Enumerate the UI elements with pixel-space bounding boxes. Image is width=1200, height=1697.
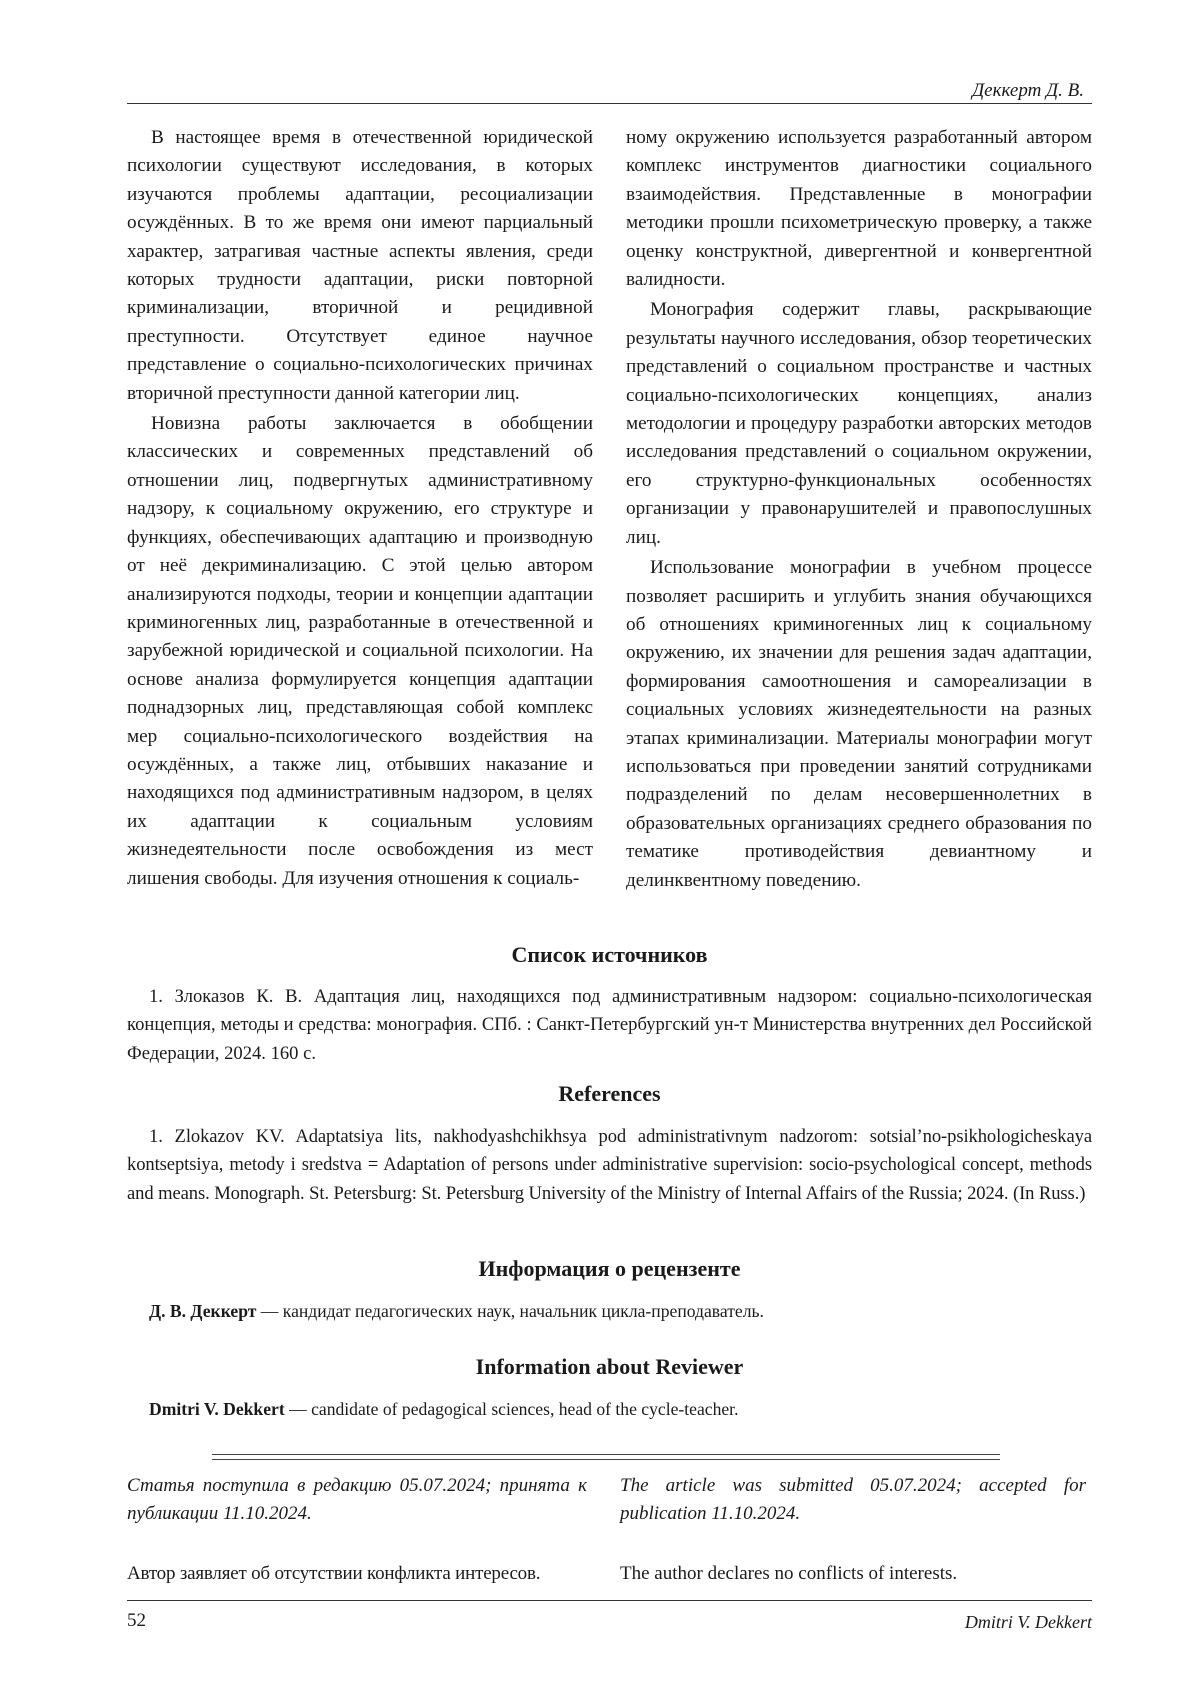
reviewer-name-ru: Д. В. Деккерт	[149, 1301, 257, 1321]
conflict-note-en: The author declares no conflicts of interests.	[620, 1563, 958, 1584]
reviewer-info-heading-ru: Информация о рецензенте	[478, 1256, 741, 1281]
running-header-author: Деккерт Д. В.	[972, 80, 1084, 101]
reviewer-info-ru	[149, 1298, 764, 1324]
source-item: 1. Злоказов К. В. Адаптация лиц, находящихся под административным надзором: социально-психологическая концепция, методы и средства: монография. СПб. : Санкт-Петербургский ун-т Министерства внутренних дел Российской Федерации, 2024. 160 с.	[127, 986, 1092, 1064]
submission-note-en: The article was submitted 05.07.2024; accepted for publication 11.10.2024.	[620, 1475, 1086, 1524]
page-number: 52	[127, 1610, 146, 1631]
separator-double-rule	[212, 1454, 1000, 1460]
running-footer-author: Dmitri V. Dekkert	[964, 1612, 1092, 1632]
reviewer-desc-en: — candidate of pedagogical sciences, head of the cycle-teacher.	[284, 1399, 739, 1419]
conflict-note-ru: Автор заявляет об отсутствии конфликта интересов.	[127, 1563, 541, 1584]
right-column	[626, 124, 1092, 895]
paragraph: Монография содержит главы, раскрывающие результаты научного исследования, обзор теоретических представлений о социальном пространстве и частных социально-психологических концепциях, анализ методологии и процедуру разработки авторских методов исследования представлений о социальном окружении, его структурно-функциональных особенностях организации у правонарушителей и правопослушных лиц.	[626, 299, 1092, 548]
reviewer-info-en	[149, 1396, 738, 1422]
paragraph: Использование монографии в учебном процессе позволяет расширить и углубить знания обучающихся об отношениях криминогенных лиц к социальному окружению, их значении для решения задач адаптации, формирования самоотношения и самореализации в социальных условиях жизнедеятельности на разных этапах криминализации. Материалы монографии могут использоваться при проведении занятий сотрудниками подразделений по делам несовершеннолетних в образовательных организациях среднего образования по тематике противодействия девиантному и делинквентному поведению.	[626, 557, 1092, 891]
reviewer-info-heading-en: Information about Reviewer	[475, 1354, 744, 1379]
references-heading: References	[558, 1081, 661, 1106]
left-column	[127, 124, 593, 895]
sources-heading: Список источников	[511, 942, 708, 967]
reviewer-desc-ru: — кандидат педагогических наук, начальник цикла-преподаватель.	[256, 1301, 764, 1321]
body-columns	[127, 124, 1092, 895]
paragraph: ному окружению используется разработанный автором комплекс инструментов диагностики социального взаимодействия. Представленные в монографии методики прошли психометрическую проверку, а также оценку конструктной, дивергентной и конвергентной валидности.	[626, 127, 1092, 291]
header-rule	[127, 103, 1092, 104]
paragraph: Новизна работы заключается в обобщении классических и современных представлений об отношении лиц, подвергнутых административному надзору, к социальному окружению, его структуре и функциях, обеспечивающих адаптацию и производную от неё декриминализацию. С этой целью автором анализируются подходы, теории и концепции адаптации криминогенных лиц, разработанные в отечественной и зарубежной юридической и социальной психологии. На основе анализа формулируется концепция адаптации поднадзорных лиц, представляющая собой комплекс мер социально-психологического воздействия на осуждённых, а также лиц, отбывших наказание и находящихся под административным надзором, в целях их адаптации к социальным условиям жизнедеятельности после освобождения из мест лишения свободы. Для изучения отношения к социаль-	[127, 413, 593, 889]
paragraph: В настоящее время в отечественной юридической психологии существуют исследования, в которых изучаются проблемы адаптации, ресоциализации осуждённых. В то же время они имеют парциальный характер, затрагивая частные аспекты явления, среди которых трудности адаптации, риски повторной криминализации, вторичной и рецидивной преступности. Отсутствует единое научное представление о социально-психологических причинах вторичной преступности данной категории лиц.	[127, 127, 593, 404]
reviewer-name-en: Dmitri V. Dekkert	[149, 1399, 285, 1419]
submission-note-ru: Статья поступила в редакцию 05.07.2024; принята к публикации 11.10.2024.	[127, 1475, 587, 1524]
reference-item: 1. Zlokazov KV. Adaptatsiya lits, nakhodyashchikhsya pod administrativnym nadzorom: sotsial’no-psikhologicheskaya kontseptsiya, metody i sredstva = Adaptation of persons under administrative supervision: socio-psychological concept, methods and means. Monograph. St. Petersburg: St. Petersburg University of the Ministry of Internal Affairs of the Russia; 2024. (In Russ.)	[127, 1126, 1092, 1204]
footer-rule	[127, 1600, 1092, 1601]
